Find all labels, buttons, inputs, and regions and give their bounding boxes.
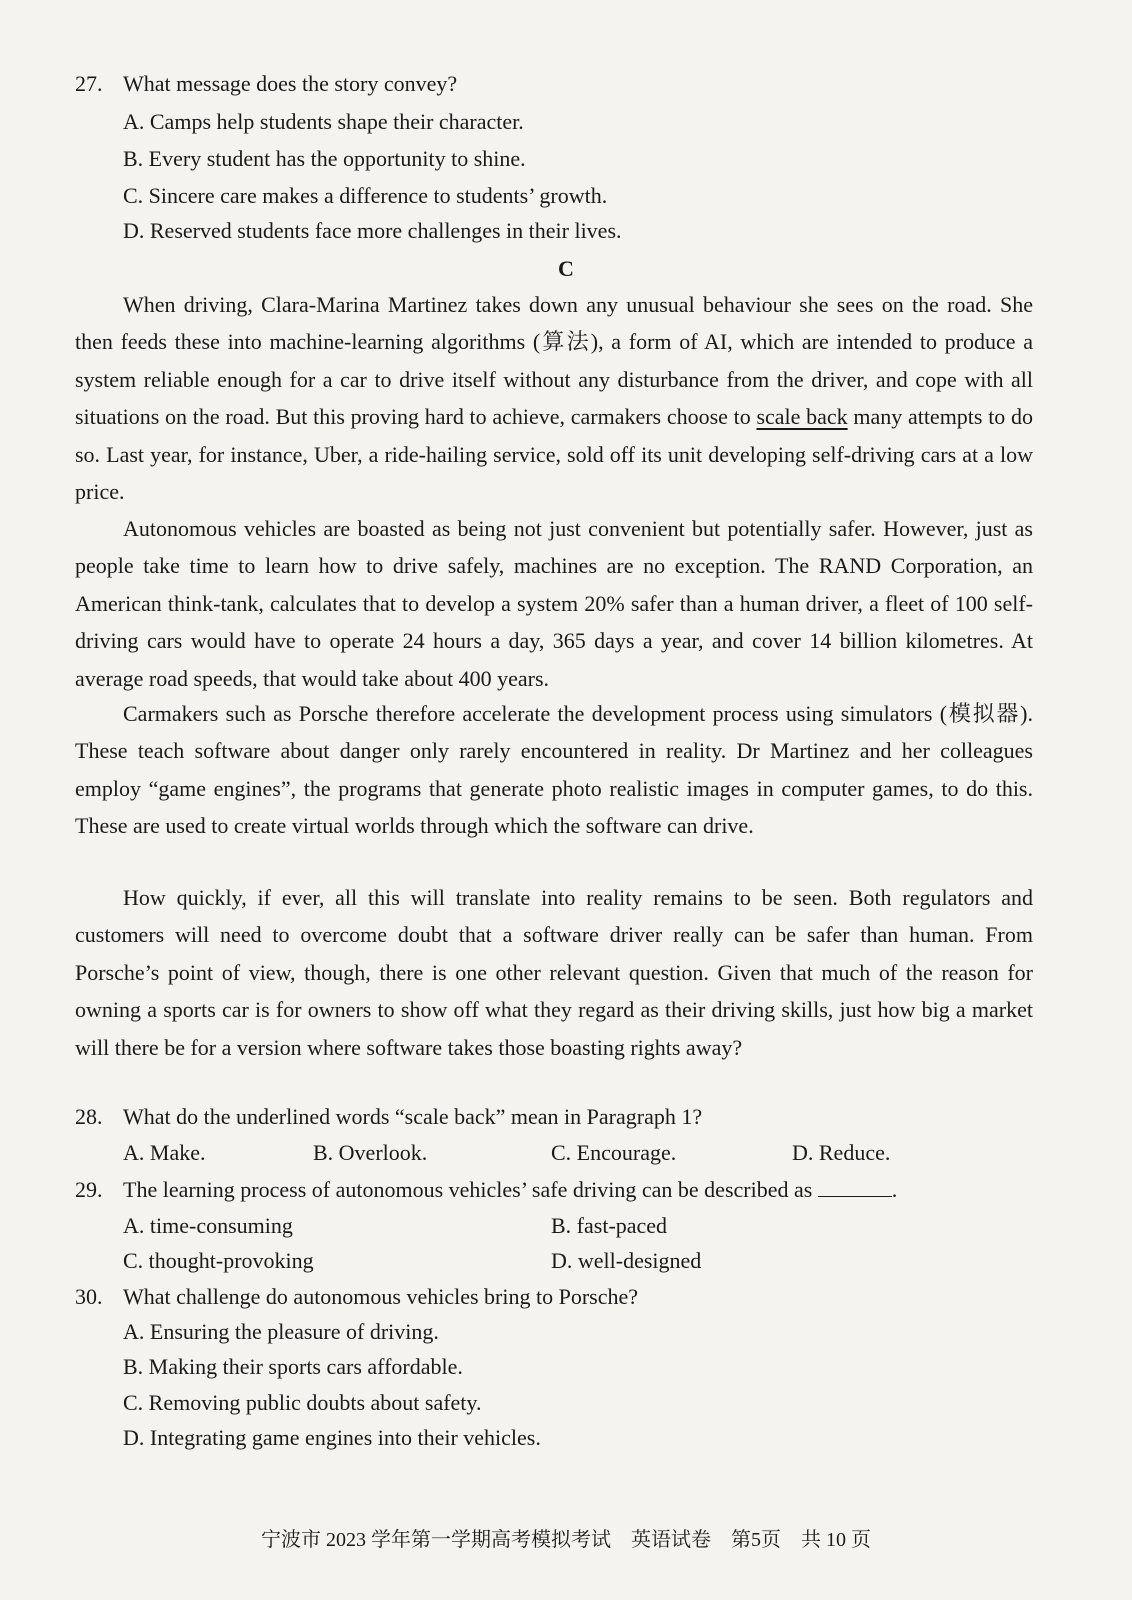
option-27-a: A. Camps help students shape their character. (123, 109, 524, 134)
option-30-c: C. Removing public doubts about safety. (123, 1390, 482, 1415)
option-28-b: B. Overlook. (313, 1140, 428, 1165)
question-number: 27. (75, 71, 103, 96)
option-29-d: D. well-designed (551, 1248, 702, 1273)
option-30-d: D. Integrating game engines into their vehicles. (123, 1425, 541, 1450)
option-27-d: D. Reserved students face more challenges in their lives. (123, 218, 622, 243)
option-29-c: C. thought-provoking (123, 1248, 314, 1273)
question-27 (75, 67, 1035, 101)
question-stem: What do the underlined words “scale back” mean in Paragraph 1? (123, 1104, 703, 1129)
option-28-a: A. Make. (123, 1140, 206, 1165)
question-stem: The learning process of autonomous vehicles’ safe driving can be described as (123, 1177, 813, 1202)
paragraph-text: When driving, Clara-Marina Martinez takes down any unusual behaviour she sees on the road. She then feeds these into machine-learning algorithms (算法), a form of AI, which are intended to produce a system reliable enough for a car to drive itself without any disturbance from the driver, and cope with all situations on the road. But this proving hard to achieve, carmakers choose to (75, 292, 1033, 430)
question-number: 29. (75, 1177, 103, 1202)
underlined-phrase: scale back (756, 404, 848, 430)
passage-paragraph-4: How quickly, if ever, all this will translate into reality remains to be seen. Both regulators and customers will need to overcome doubt that a software driver really can be safer than human. From Porsche’s point of view, though, there is one other relevant question. Given that much of the reason for owning a sports car is for owners to show off what they regard as their driving skills, just how big a market will there be for a version where software takes those boasting rights away? (75, 885, 1033, 1060)
question-28 (75, 1100, 1035, 1134)
question-end: . (891, 1177, 898, 1202)
option-30-a: A. Ensuring the pleasure of driving. (123, 1319, 439, 1344)
paragraph-text: many attempts to do so. Last year, for instance, Uber, a ride-hailing service, sold off its unit developing self-driving cars at a low price. (75, 404, 1034, 505)
option-29-b: B. fast-paced (551, 1213, 668, 1238)
option-28-d: D. Reduce. (792, 1140, 891, 1165)
option-28-c: C. Encourage. (551, 1140, 677, 1165)
passage-paragraph-1 (75, 286, 1033, 510)
page-footer: 宁波市 2023 学年第一学期高考模拟考试 英语试卷 第5页 共 10 页 (261, 1529, 871, 1551)
answer-blank (818, 1176, 892, 1197)
question-number: 28. (75, 1104, 103, 1129)
question-29 (75, 1173, 1035, 1207)
option-29-a: A. time-consuming (123, 1213, 293, 1238)
section-heading: C (558, 256, 574, 281)
passage-paragraph-3: Carmakers such as Porsche therefore accelerate the development process using simulators (模拟器). These teach software about danger only rarely encountered in reality. Dr Martinez and her colleagues employ “game engines”, the programs that generate photo realistic images in computer games, to do this. These are used to create virtual worlds through which the software can drive. (75, 701, 1033, 839)
option-30-b: B. Making their sports cars affordable. (123, 1354, 463, 1379)
option-27-b: B. Every student has the opportunity to shine. (123, 146, 526, 171)
question-30 (75, 1280, 1035, 1314)
question-number: 30. (75, 1284, 103, 1309)
option-27-c: C. Sincere care makes a difference to students’ growth. (123, 183, 608, 208)
question-stem: What challenge do autonomous vehicles bring to Porsche? (123, 1284, 639, 1309)
question-stem: What message does the story convey? (123, 71, 458, 96)
passage-paragraph-2: Autonomous vehicles are boasted as being not just convenient but potentially safer. However, just as people take time to learn how to drive safely, machines are no exception. The RAND Corporation, an American think-tank, calculates that to develop a system 20% safer than a human driver, a fleet of 100 self-driving cars would have to operate 24 hours a day, 365 days a year, and cover 14 billion kilometres. At average road speeds, that would take about 400 years. (75, 516, 1033, 691)
